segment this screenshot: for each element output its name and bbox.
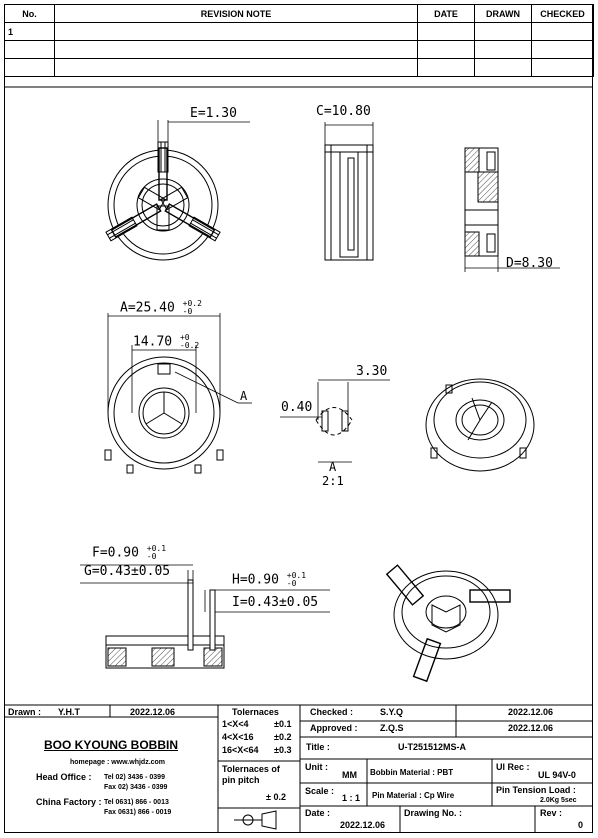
title-value: U-T251512MS-A [398,742,467,752]
tol-range: 16<X<64 [222,745,259,755]
dim-a-tolerance [183,300,202,316]
dim-h-value: H=0.90 [232,572,279,588]
dim-a [120,300,202,316]
china-factory-label: China Factory : [36,797,102,807]
dim-a-tol-up: +0.2 [182,299,202,308]
title-label: Title : [306,742,330,752]
approved-label: Approved : [310,723,358,733]
dim-0-40: 0.40 [281,400,313,415]
checked-by: S.Y.Q [380,707,404,717]
side-view [325,122,373,260]
tolerances-title: Tolernaces [232,707,279,717]
detail-label: A [329,460,337,474]
section-view [465,148,560,272]
rev-value: 0 [578,820,584,830]
dim-e: E=1.30 [190,106,237,121]
rev-label: Rev : [540,808,563,818]
dim-f-value: F=0.90 [92,545,139,561]
rev-header-note: REVISION NOTE [55,5,418,23]
drawn-by: Y.H.T [58,707,81,717]
scale-value: 1 : 1 [342,793,361,803]
rev-header-no: No. [5,5,55,23]
dim-b-tol-up: +0 [179,333,190,342]
drawn-label: Drawn : [8,707,42,717]
head-office-tel: Tel 02) 3436 - 0399 [104,774,165,781]
dim-i: I=0.43±0.05 [232,595,319,610]
company-name: BOO KYOUNG BOBBIN [44,738,179,752]
date-value: 2022.12.06 [340,820,386,830]
dim-b-value: 14.70 [133,334,173,350]
checked-label: Checked : [310,707,354,717]
scale-label: Scale : [305,786,335,796]
iso-view-1 [426,379,534,471]
dim-b-tol-down: -0.2 [179,341,200,350]
tol-pitch-label: Tolernaces of pin pitch [222,764,280,785]
drawn-date: 2022.12.06 [130,707,176,717]
company-homepage: homepage : www.whjdz.com [70,759,166,766]
dim-a-tol-down: -0 [182,307,193,316]
detail-a [280,380,390,462]
dim-f-tolerance [147,545,166,561]
dim-f-tol-down: -0 [146,552,157,561]
detail-scale: 2:1 [322,474,344,488]
dim-3-30: 3.30 [356,364,388,379]
dim-a-value: A=25.40 [120,300,175,316]
ul-rec-value: UL 94V-0 [538,770,576,780]
drawing-no-label: Drawing No. : [404,808,462,818]
detail-tag: A [240,389,248,403]
rev-header-date: DATE [418,5,475,23]
pin-material: Pin Material : Cp Wire [372,791,455,800]
tol-value: ±0.1 [274,719,292,729]
dim-g: G=0.43±0.05 [84,564,171,579]
iso-view-2 [387,565,510,681]
rev-cell: 1 [5,23,55,41]
unit-value: MM [342,770,357,780]
dim-c: C=10.80 [316,104,371,119]
dim-h-tolerance [287,572,306,588]
approved-by: Z.Q.S [380,723,404,733]
bobbin-material: Bobbin Material : PBT [370,768,454,777]
ul-rec-label: Ul Rec : [496,762,530,772]
pin-tension-value: 2.0Kg 5sec [540,797,577,804]
rev-header-drawn: DRAWN [475,5,532,23]
checked-date: 2022.12.06 [508,707,554,717]
dim-h [232,572,306,588]
rev-header-checked: CHECKED [532,5,594,23]
dim-h-tol-down: -0 [286,579,297,588]
tol-range: 1<X<4 [222,719,249,729]
dim-e-lines [158,120,250,142]
dim-d: D=8.30 [506,256,553,271]
dim-f [92,545,166,561]
china-factory-fax: Fax 0631) 866 - 0019 [104,809,172,816]
unit-label: Unit : [305,762,328,772]
china-factory-tel: Tel 0631) 866 - 0013 [104,799,169,806]
top-view [106,142,220,260]
tol-value: ±0.3 [274,745,292,755]
pin-tension-label: Pin Tension Load : [496,785,576,795]
dim-b-tolerance [180,334,199,350]
dim-b [133,334,199,350]
tol-range: 4<X<16 [222,732,254,742]
dim-h-tol-up: +0.1 [286,571,307,580]
approved-date: 2022.12.06 [508,723,554,733]
head-office-fax: Fax 02) 3436 - 0399 [104,784,168,791]
dim-f-tol-up: +0.1 [146,544,167,553]
tol-value: ±0.2 [274,732,292,742]
tol-pitch-value: ± 0.2 [266,792,286,802]
head-office-label: Head Office : [36,772,92,782]
date-label: Date : [305,808,331,818]
